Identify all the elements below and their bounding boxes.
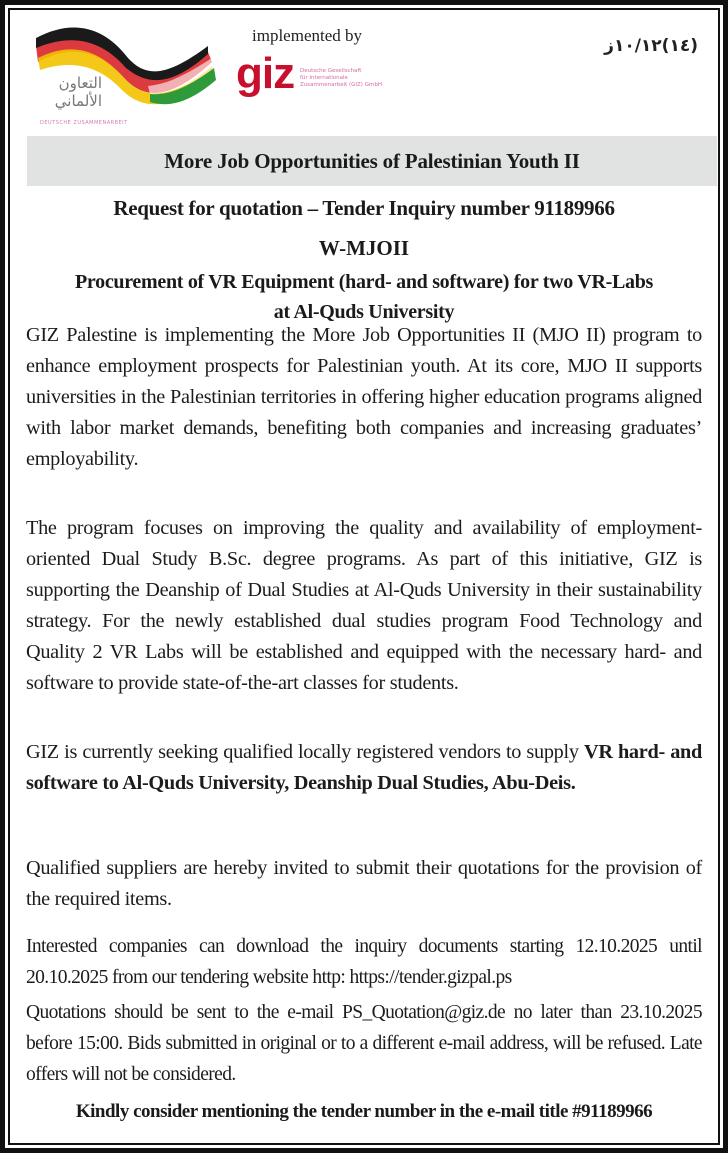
- project-title: More Job Opportunities of Palestinian Youth II: [164, 148, 580, 173]
- giz-subtitle-line: Deutsche Gesellschaft: [300, 68, 362, 74]
- paragraph-submission-info: Quotations should be sent to the e-mail PS_Quotation@giz.de no later than 23.10.2025 before 15:00. Bids submitted in original or to a different e-mail address, will be refused. Late offers will not be considered.: [26, 1002, 702, 1085]
- procurement-line: Procurement of VR Equipment (hard- and software) for two VR-Labs: [74, 271, 654, 293]
- paragraph-program-focus: The program focuses on improving the quality and availability of employment-oriented Dual Study B.Sc. degree programs. As part of this initiative, GIZ is supporting the Deanship of Dual Studies at Al-Quds University in their sustainability strategy. For the newly established dual studies program Food Technology and Quality 2 VR Labs will be established and equipped with the necessary hard- and software to provide state-of-the-art classes for students.: [26, 517, 702, 694]
- paragraph-download-info: Interested companies can download the inquiry documents starting 12.10.2025 until 20.10.2025 from our tendering website http: https://tender.gizpal.ps: [26, 936, 702, 988]
- paragraph-program-intro: GIZ Palestine is implementing the More Job Opportunities II (MJO II) program to enhance employment prospects for Palestinian youth. At its core, MJO II supports universities in the Palestinian territories in offering higher education programs aligned with labor market demands, benefiting both companies and increasing graduates’ employability.: [26, 324, 702, 470]
- vendor-request-text: GIZ is currently seeking qualified locally registered vendors to supply: [26, 741, 584, 763]
- reference-number: (١٤)١٠/١٢ز: [604, 36, 698, 56]
- german-cooperation-logo: [30, 24, 220, 132]
- cooperation-arabic-text: التعاون الألماني: [54, 74, 102, 110]
- giz-subtitle: [300, 68, 440, 89]
- ad-inner-frame: [8, 8, 720, 1145]
- procurement-heading: [20, 267, 708, 327]
- title-banner: [27, 136, 717, 186]
- vendor-request-highlight: VR hard- and software to Al-Quds University, Deanship Dual Studies, Abu-Deis.: [26, 741, 702, 794]
- cooperation-subtitle: DEUTSCHE ZUSAMMENARBEIT: [40, 120, 128, 126]
- procurement-line: at Al-Quds University: [273, 301, 455, 323]
- giz-subtitle-line: für Internationale: [300, 75, 348, 81]
- paragraph-vendor-request: [26, 737, 702, 799]
- implemented-by-label: implemented by: [252, 26, 363, 45]
- paragraph-invitation: Qualified suppliers are hereby invited to submit their quotations for the provision of the required items.: [26, 857, 702, 910]
- giz-subtitle-line: Zusammenarbeit (GIZ) GmbH: [300, 82, 382, 88]
- ad-content: [10, 10, 718, 1143]
- giz-logo: giz: [236, 49, 295, 98]
- tender-code: W-MJOII: [318, 236, 410, 260]
- closing-note: Kindly consider mentioning the tender number in the e-mail title #91189966: [75, 1101, 653, 1122]
- rfq-heading: Request for quotation – Tender Inquiry number 91189966: [113, 196, 615, 220]
